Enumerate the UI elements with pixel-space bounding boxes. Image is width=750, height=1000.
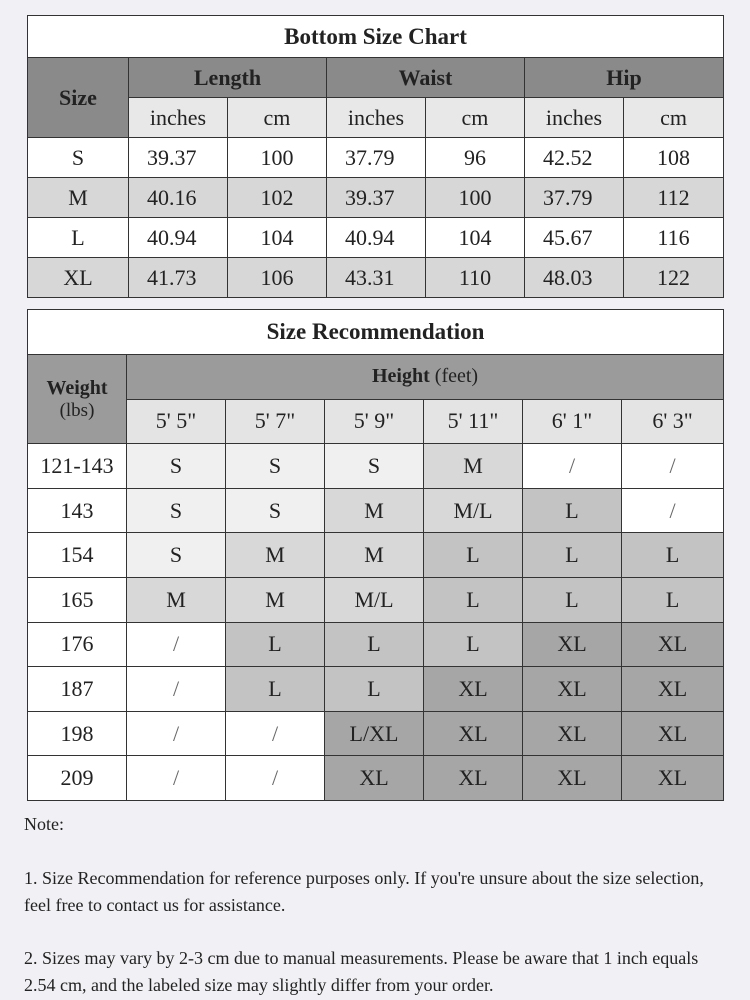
size-cell: S — [226, 488, 325, 533]
measure-cell: 37.79 — [525, 178, 624, 218]
size-cell: L — [523, 577, 622, 622]
size-label: S — [28, 138, 129, 178]
table-row — [28, 533, 724, 578]
size-cell: L — [523, 533, 622, 578]
size-cell: XL — [622, 756, 724, 801]
unit-header: cm — [426, 98, 525, 138]
size-cell: / — [622, 488, 724, 533]
note-title: Note: — [24, 814, 64, 834]
size-cell: M — [325, 488, 424, 533]
waist-header: Waist — [327, 58, 525, 98]
size-cell: / — [226, 711, 325, 756]
measure-cell: 112 — [624, 178, 724, 218]
table-row — [28, 577, 724, 622]
table-row — [28, 622, 724, 667]
weight-cell: 176 — [28, 622, 127, 667]
size-cell: L — [226, 622, 325, 667]
size-cell: M/L — [424, 488, 523, 533]
size-cell: L — [424, 622, 523, 667]
unit-header: inches — [525, 98, 624, 138]
size-cell: / — [127, 756, 226, 801]
height-column-header: 5' 11" — [424, 399, 523, 444]
size-label: XL — [28, 258, 129, 298]
size-cell: S — [226, 444, 325, 489]
size-recommendation-chart — [27, 309, 724, 801]
table-row — [28, 711, 724, 756]
table-row — [28, 444, 724, 489]
measure-cell: 43.31 — [327, 258, 426, 298]
table-row — [28, 756, 724, 801]
size-cell: XL — [325, 756, 424, 801]
size-cell: XL — [424, 756, 523, 801]
size-header: Size — [28, 58, 129, 138]
size-cell: XL — [523, 756, 622, 801]
size-cell: XL — [523, 622, 622, 667]
measure-cell: 40.16 — [129, 178, 228, 218]
unit-header: inches — [327, 98, 426, 138]
weight-cell: 121-143 — [28, 444, 127, 489]
measure-cell: 96 — [426, 138, 525, 178]
weight-cell: 143 — [28, 488, 127, 533]
size-cell: L/XL — [325, 711, 424, 756]
size-cell: L — [226, 667, 325, 712]
size-cell: M/L — [325, 577, 424, 622]
measure-cell: 110 — [426, 258, 525, 298]
size-cell: L — [622, 577, 724, 622]
measure-cell: 116 — [624, 218, 724, 258]
size-cell: L — [424, 577, 523, 622]
weight-header — [28, 355, 127, 444]
size-cell: M — [424, 444, 523, 489]
unit-header: inches — [129, 98, 228, 138]
size-cell: XL — [424, 711, 523, 756]
size-cell: M — [325, 533, 424, 578]
measure-cell: 104 — [228, 218, 327, 258]
size-label: M — [28, 178, 129, 218]
bottom-size-chart — [27, 15, 724, 298]
measure-cell: 39.37 — [129, 138, 228, 178]
note-item: 1. Size Recommendation for reference purposes only. If you're unsure about the size selection, feel free to contact us for assistance. — [24, 868, 704, 915]
hip-header: Hip — [525, 58, 724, 98]
size-cell: / — [127, 622, 226, 667]
size-cell: S — [325, 444, 424, 489]
weight-cell: 209 — [28, 756, 127, 801]
unit-header: cm — [624, 98, 724, 138]
measure-cell: 100 — [228, 138, 327, 178]
height-header — [127, 355, 724, 400]
size-cell: S — [127, 444, 226, 489]
size-cell: / — [523, 444, 622, 489]
table-row — [28, 138, 724, 178]
weight-cell: 165 — [28, 577, 127, 622]
size-cell: / — [127, 667, 226, 712]
size-cell: XL — [622, 667, 724, 712]
height-column-header: 6' 3" — [622, 399, 724, 444]
measure-cell: 100 — [426, 178, 525, 218]
size-cell: L — [424, 533, 523, 578]
size-cell: / — [127, 711, 226, 756]
table-row — [28, 178, 724, 218]
measure-cell: 104 — [426, 218, 525, 258]
size-cell: M — [226, 577, 325, 622]
recommendation-title: Size Recommendation — [28, 310, 724, 355]
size-cell: / — [226, 756, 325, 801]
measure-cell: 108 — [624, 138, 724, 178]
unit-header: cm — [228, 98, 327, 138]
size-cell: XL — [622, 711, 724, 756]
size-cell: L — [622, 533, 724, 578]
measure-cell: 39.37 — [327, 178, 426, 218]
weight-cell: 198 — [28, 711, 127, 756]
size-cell: S — [127, 488, 226, 533]
height-unit: (feet) — [434, 365, 479, 388]
measure-cell: 41.73 — [129, 258, 228, 298]
height-column-header: 5' 5" — [127, 399, 226, 444]
height-label: Height — [372, 365, 430, 388]
size-cell: S — [127, 533, 226, 578]
size-label: L — [28, 218, 129, 258]
measure-cell: 122 — [624, 258, 724, 298]
size-cell: L — [325, 622, 424, 667]
table-row — [28, 667, 724, 712]
length-header: Length — [129, 58, 327, 98]
table-row — [28, 218, 724, 258]
size-cell: XL — [523, 711, 622, 756]
measure-cell: 37.79 — [327, 138, 426, 178]
measure-cell: 102 — [228, 178, 327, 218]
size-cell: L — [523, 488, 622, 533]
table-row — [28, 258, 724, 298]
size-cell: XL — [424, 667, 523, 712]
size-cell: M — [127, 577, 226, 622]
measure-cell: 48.03 — [525, 258, 624, 298]
note-item: 2. Sizes may vary by 2-3 cm due to manual measurements. Please be aware that 1 inch equals 2.54 cm, and the labeled size may slightly differ from your order. — [24, 948, 699, 995]
weight-cell: 187 — [28, 667, 127, 712]
size-cell: L — [325, 667, 424, 712]
size-chart-title: Bottom Size Chart — [28, 16, 724, 58]
size-cell: XL — [622, 622, 724, 667]
measure-cell: 40.94 — [327, 218, 426, 258]
size-cell: XL — [523, 667, 622, 712]
measure-cell: 45.67 — [525, 218, 624, 258]
height-column-header: 5' 9" — [325, 399, 424, 444]
size-cell: M — [226, 533, 325, 578]
height-column-header: 5' 7" — [226, 399, 325, 444]
weight-cell: 154 — [28, 533, 127, 578]
weight-unit: (lbs) — [59, 399, 95, 421]
size-cell: / — [622, 444, 724, 489]
measure-cell: 40.94 — [129, 218, 228, 258]
measure-cell: 42.52 — [525, 138, 624, 178]
table-row — [28, 488, 724, 533]
measure-cell: 106 — [228, 258, 327, 298]
weight-label: Weight — [46, 376, 108, 399]
height-column-header: 6' 1" — [523, 399, 622, 444]
